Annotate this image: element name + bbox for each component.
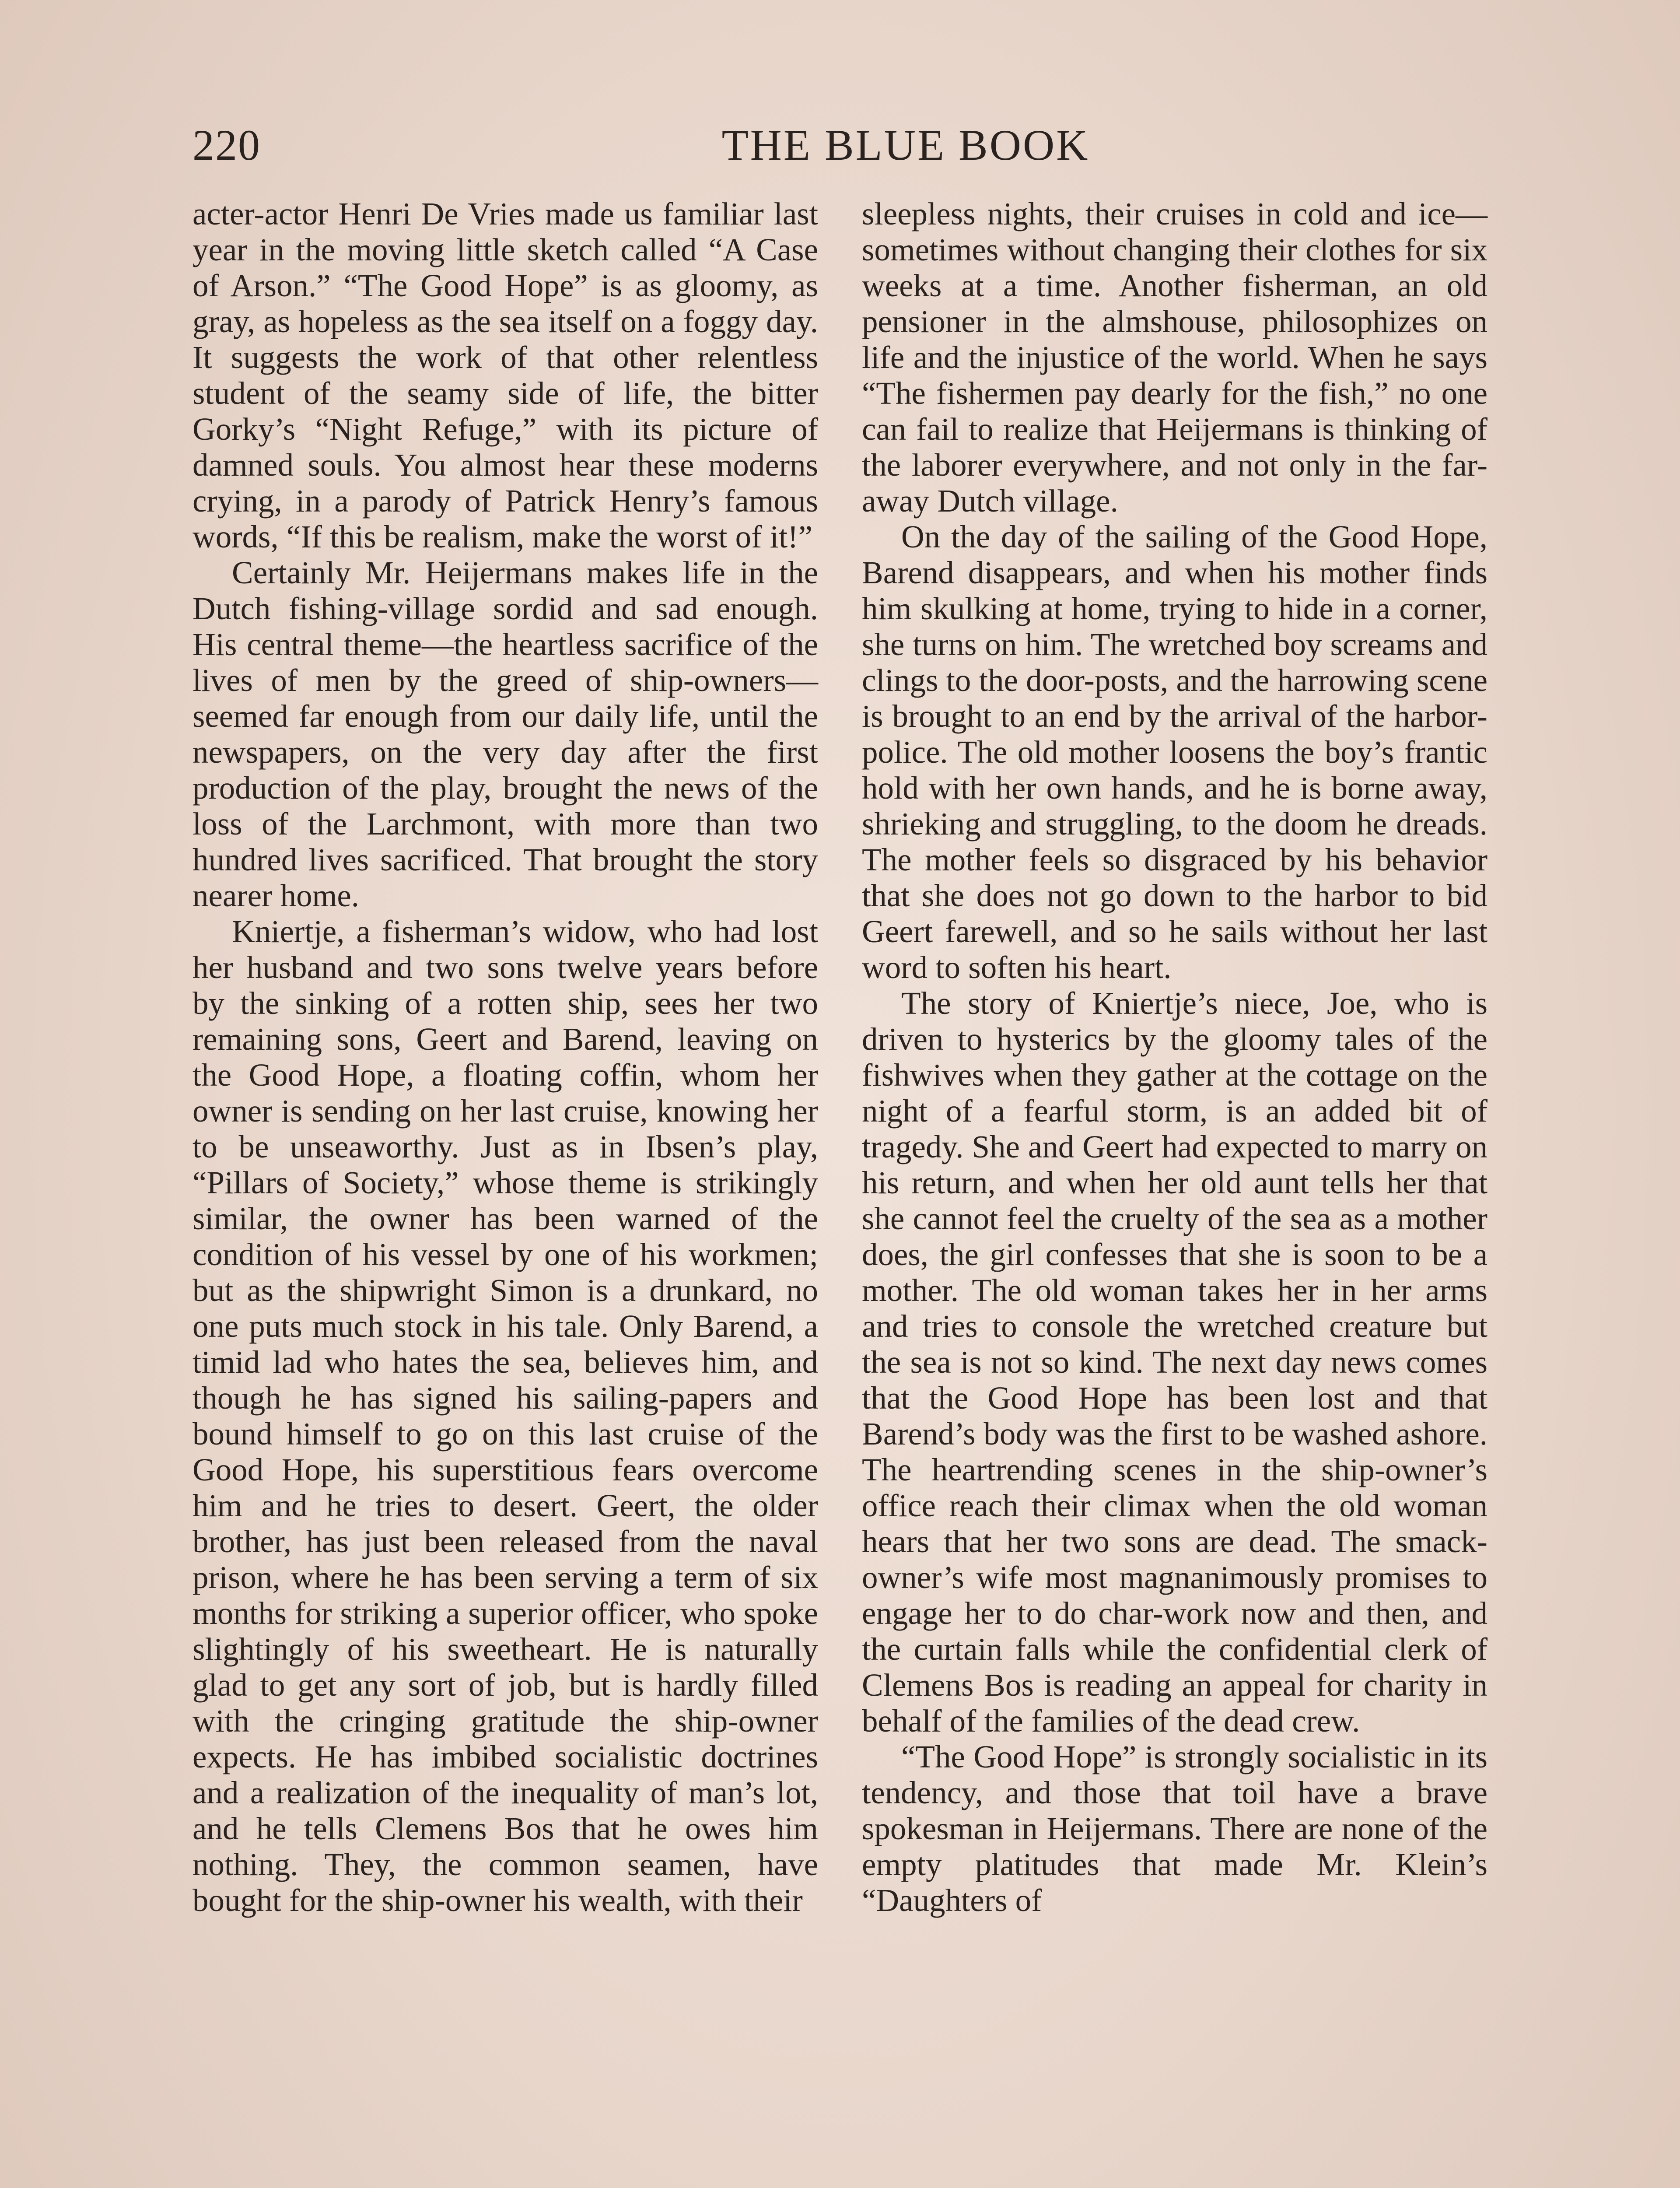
left-column <box>192 196 818 1918</box>
right-column <box>862 196 1488 1918</box>
paragraph: “The Good Hope” is strongly socialistic in its tendency, and those that toil have a brave spokesman in Heijermans. There are none of the empty platitudes that made Mr. Klein’s “Daughters of <box>862 1739 1488 1918</box>
page-number: 220 <box>192 121 261 169</box>
paragraph: acter-actor Henri De Vries made us familiar last year in the moving little sketch called “A Case of Arson.” “The Good Hope” is as gloomy, as gray, as hopeless as the sea itself on a foggy day. It suggests the work of that other relentless student of the seamy side of life, the bitter Gorky’s “Night Refuge,” with its picture of damned souls. You almost hear these moderns crying, in a parody of Patrick Henry’s famous words, “If this be realism, make the worst of it!” <box>192 196 818 554</box>
page-header <box>192 115 1488 176</box>
paragraph: On the day of the sailing of the Good Hope, Barend disappears, and when his mother finds him skulking at home, trying to hide in a corner, she turns on him. The wretched boy screams and clings to the door-posts, and the harrowing scene is brought to an end by the arrival of the harbor-police. The old mother loosens the boy’s frantic hold with her own hands, and he is borne away, shrieking and struggling, to the doom he dreads. The mother feels so disgraced by his behavior that she does not go down to the harbor to bid Geert farewell, and so he sails without her last word to soften his heart. <box>862 519 1488 985</box>
paragraph: sleepless nights, their cruises in cold and ice—sometimes without changing their clothes for six weeks at a time. Another fisherman, an old pensioner in the almshouse, philosophizes on life and the injustice of the world. When he says “The fishermen pay dearly for the fish,” no one can fail to realize that Heijermans is thinking of the laborer everywhere, and not only in the far-away Dutch village. <box>862 196 1488 519</box>
paragraph: The story of Kniertje’s niece, Joe, who is driven to hysterics by the gloomy tales of the fishwives when they gather at the cottage on the night of a fearful storm, is an added bit of tragedy. She and Geert had expected to marry on his return, and when her old aunt tells her that she cannot feel the cruelty of the sea as a mother does, the girl confesses that she is soon to be a mother. The old woman takes her in her arms and tries to console the wretched creature but the sea is not so kind. The next day news comes that the Good Hope has been lost and that Barend’s body was the first to be washed ashore. The heartrending scenes in the ship-owner’s office reach their climax when the old woman hears that her two sons are dead. The smack-owner’s wife most magnanimously promises to engage her to do char-work now and then, and the curtain falls while the confidential clerk of Clemens Bos is reading an appeal for charity in behalf of the families of the dead crew. <box>862 985 1488 1739</box>
running-title: THE BLUE BOOK <box>721 121 1090 169</box>
paragraph: Certainly Mr. Heijermans makes life in the Dutch fishing-village sordid and sad enough. His central theme—the heartless sacrifice of the lives of men by the greed of ship-owners—seemed far enough from our daily life, until the newspapers, on the very day after the first production of the play, brought the news of the loss of the Larchmont, with more than two hundred lives sacrificed. That brought the story nearer home. <box>192 555 818 913</box>
paragraph: Kniertje, a fisherman’s widow, who had lost her husband and two sons twelve years before by the sinking of a rotten ship, sees her two remaining sons, Geert and Barend, leaving on the Good Hope, a floating coffin, whom her owner is sending on her last cruise, knowing her to be unseaworthy. Just as in Ibsen’s play, “Pillars of Society,” whose theme is strikingly similar, the owner has been warned of the condition of his vessel by one of his workmen; but as the shipwright Simon is a drunkard, no one puts much stock in his tale. Only Barend, a timid lad who hates the sea, believes him, and though he has signed his sailing-papers and bound himself to go on this last cruise of the Good Hope, his superstitious fears overcome him and he tries to desert. Geert, the older brother, has just been released from the naval prison, where he has been serving a term of six months for striking a superior officer, who spoke slightingly of his sweetheart. He is naturally glad to get any sort of job, but is hardly filled with the cringing gratitude the ship-owner expects. He has imbibed socialistic doctrines and a realization of the inequality of man’s lot, and he tells Clemens Bos that he owes him nothing. They, the common seamen, have bought for the ship-owner his wealth, with their <box>192 914 818 1918</box>
